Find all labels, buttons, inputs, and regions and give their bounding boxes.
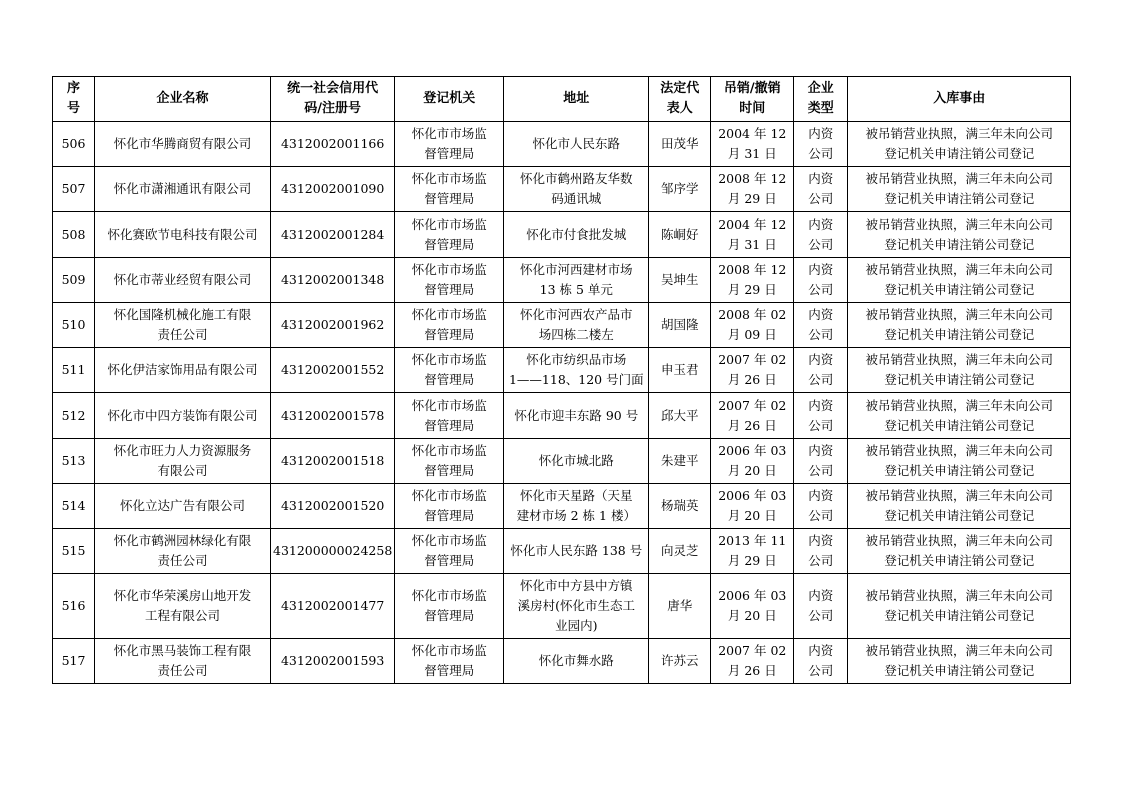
cell-authority: 怀化市市场监 督管理局 [395,167,504,212]
table-row [53,639,1071,684]
cell-authority: 怀化市市场监 督管理局 [395,303,504,348]
header-representative: 法定代 表人 [649,77,711,122]
cell-date: 2006 年 03 月 20 日 [711,574,794,639]
cell-authority: 怀化市市场监 督管理局 [395,393,504,439]
cell-representative: 陈峒好 [649,212,711,258]
cell-code: 4312002001477 [271,574,395,639]
cell-reason: 被吊销营业执照，满三年未向公司 登记机关申请注销公司登记 [848,639,1071,684]
table-row [53,393,1071,439]
cell-code: 4312002001962 [271,303,395,348]
cell-name: 怀化国隆机械化施工有限 责任公司 [95,303,271,348]
cell-type: 内资 公司 [794,393,848,439]
cell-date: 2007 年 02 月 26 日 [711,639,794,684]
cell-address: 怀化市河西农产品市 场四栋二楼左 [504,303,649,348]
cell-code: 4312002001578 [271,393,395,439]
cell-type: 内资 公司 [794,167,848,212]
cell-reason: 被吊销营业执照，满三年未向公司 登记机关申请注销公司登记 [848,167,1071,212]
cell-authority: 怀化市市场监 督管理局 [395,258,504,303]
table-row [53,484,1071,529]
cell-authority: 怀化市市场监 督管理局 [395,439,504,484]
cell-authority: 怀化市市场监 督管理局 [395,122,504,167]
cell-name: 怀化伊洁家饰用品有限公司 [95,348,271,393]
cell-type: 内资 公司 [794,122,848,167]
cell-authority: 怀化市市场监 督管理局 [395,639,504,684]
cell-address: 怀化市纺织品市场 1——118、120 号门面 [504,348,649,393]
cell-date: 2007 年 02 月 26 日 [711,348,794,393]
cell-name: 怀化市中四方装饰有限公司 [95,393,271,439]
cell-reason: 被吊销营业执照，满三年未向公司 登记机关申请注销公司登记 [848,212,1071,258]
cell-reason: 被吊销营业执照，满三年未向公司 登记机关申请注销公司登记 [848,574,1071,639]
cell-type: 内资 公司 [794,348,848,393]
cell-address: 怀化市中方县中方镇 溪房村(怀化市生态工 业园内) [504,574,649,639]
cell-name: 怀化市潇湘通讯有限公司 [95,167,271,212]
cell-name: 怀化赛欧节电科技有限公司 [95,212,271,258]
cell-reason: 被吊销营业执照，满三年未向公司 登记机关申请注销公司登记 [848,303,1071,348]
cell-code: 4312002001284 [271,212,395,258]
cell-reason: 被吊销营业执照，满三年未向公司 登记机关申请注销公司登记 [848,439,1071,484]
cell-address: 怀化市天星路（天星 建材市场 2 栋 1 楼） [504,484,649,529]
cell-address: 怀化市城北路 [504,439,649,484]
cell-type: 内资 公司 [794,303,848,348]
cell-address: 怀化市付食批发城 [504,212,649,258]
cell-no: 512 [53,393,95,439]
cell-representative: 胡国隆 [649,303,711,348]
enterprise-table [52,76,1071,684]
cell-no: 513 [53,439,95,484]
cell-no: 510 [53,303,95,348]
cell-address: 怀化市舞水路 [504,639,649,684]
header-reason: 入库事由 [848,77,1071,122]
cell-address: 怀化市人民东路 138 号 [504,529,649,574]
cell-name: 怀化市黑马装饰工程有限 责任公司 [95,639,271,684]
header-type: 企业 类型 [794,77,848,122]
cell-code: 4312002001520 [271,484,395,529]
cell-reason: 被吊销营业执照，满三年未向公司 登记机关申请注销公司登记 [848,484,1071,529]
cell-code: 431200000024258 [271,529,395,574]
cell-no: 511 [53,348,95,393]
table-row [53,122,1071,167]
cell-no: 509 [53,258,95,303]
cell-address: 怀化市人民东路 [504,122,649,167]
cell-address: 怀化市河西建材市场 13 栋 5 单元 [504,258,649,303]
header-address: 地址 [504,77,649,122]
cell-no: 508 [53,212,95,258]
cell-code: 4312002001593 [271,639,395,684]
cell-type: 内资 公司 [794,212,848,258]
header-name: 企业名称 [95,77,271,122]
cell-representative: 唐华 [649,574,711,639]
cell-representative: 田茂华 [649,122,711,167]
table-row [53,439,1071,484]
cell-representative: 邱大平 [649,393,711,439]
cell-authority: 怀化市市场监 督管理局 [395,348,504,393]
cell-representative: 向灵芝 [649,529,711,574]
cell-representative: 杨瑞英 [649,484,711,529]
cell-no: 507 [53,167,95,212]
table-header-row [53,77,1071,122]
cell-name: 怀化市鹤洲园林绿化有限 责任公司 [95,529,271,574]
table-row [53,212,1071,258]
header-date: 吊销/撤销 时间 [711,77,794,122]
cell-reason: 被吊销营业执照，满三年未向公司 登记机关申请注销公司登记 [848,258,1071,303]
header-no: 序 号 [53,77,95,122]
cell-name: 怀化市华腾商贸有限公司 [95,122,271,167]
cell-no: 517 [53,639,95,684]
cell-name: 怀化市华荣溪房山地开发 工程有限公司 [95,574,271,639]
cell-address: 怀化市迎丰东路 90 号 [504,393,649,439]
cell-no: 514 [53,484,95,529]
cell-date: 2006 年 03 月 20 日 [711,484,794,529]
table-row [53,348,1071,393]
cell-type: 内资 公司 [794,258,848,303]
cell-authority: 怀化市市场监 督管理局 [395,574,504,639]
table-row [53,574,1071,639]
cell-date: 2007 年 02 月 26 日 [711,393,794,439]
cell-name: 怀化立达广告有限公司 [95,484,271,529]
cell-authority: 怀化市市场监 督管理局 [395,212,504,258]
table-row [53,258,1071,303]
cell-date: 2008 年 02 月 09 日 [711,303,794,348]
table-row [53,167,1071,212]
cell-no: 506 [53,122,95,167]
cell-date: 2008 年 12 月 29 日 [711,167,794,212]
cell-reason: 被吊销营业执照，满三年未向公司 登记机关申请注销公司登记 [848,393,1071,439]
cell-address: 怀化市鹤州路友华数 码通讯城 [504,167,649,212]
cell-code: 4312002001518 [271,439,395,484]
cell-date: 2008 年 12 月 29 日 [711,258,794,303]
cell-representative: 申玉君 [649,348,711,393]
table-row [53,529,1071,574]
cell-authority: 怀化市市场监 督管理局 [395,529,504,574]
cell-no: 515 [53,529,95,574]
cell-no: 516 [53,574,95,639]
cell-reason: 被吊销营业执照，满三年未向公司 登记机关申请注销公司登记 [848,122,1071,167]
cell-reason: 被吊销营业执照，满三年未向公司 登记机关申请注销公司登记 [848,529,1071,574]
cell-code: 4312002001552 [271,348,395,393]
cell-code: 4312002001166 [271,122,395,167]
cell-representative: 邹序学 [649,167,711,212]
cell-type: 内资 公司 [794,574,848,639]
cell-representative: 许苏云 [649,639,711,684]
cell-date: 2013 年 11 月 29 日 [711,529,794,574]
cell-representative: 朱建平 [649,439,711,484]
cell-date: 2004 年 12 月 31 日 [711,212,794,258]
cell-type: 内资 公司 [794,639,848,684]
cell-name: 怀化市旺力人力资源服务 有限公司 [95,439,271,484]
cell-authority: 怀化市市场监 督管理局 [395,484,504,529]
cell-type: 内资 公司 [794,529,848,574]
cell-date: 2004 年 12 月 31 日 [711,122,794,167]
cell-name: 怀化市蒂业经贸有限公司 [95,258,271,303]
cell-reason: 被吊销营业执照，满三年未向公司 登记机关申请注销公司登记 [848,348,1071,393]
cell-date: 2006 年 03 月 20 日 [711,439,794,484]
cell-code: 4312002001348 [271,258,395,303]
cell-representative: 吴坤生 [649,258,711,303]
cell-code: 4312002001090 [271,167,395,212]
header-authority: 登记机关 [395,77,504,122]
header-code: 统一社会信用代 码/注册号 [271,77,395,122]
cell-type: 内资 公司 [794,439,848,484]
cell-type: 内资 公司 [794,484,848,529]
table-row [53,303,1071,348]
